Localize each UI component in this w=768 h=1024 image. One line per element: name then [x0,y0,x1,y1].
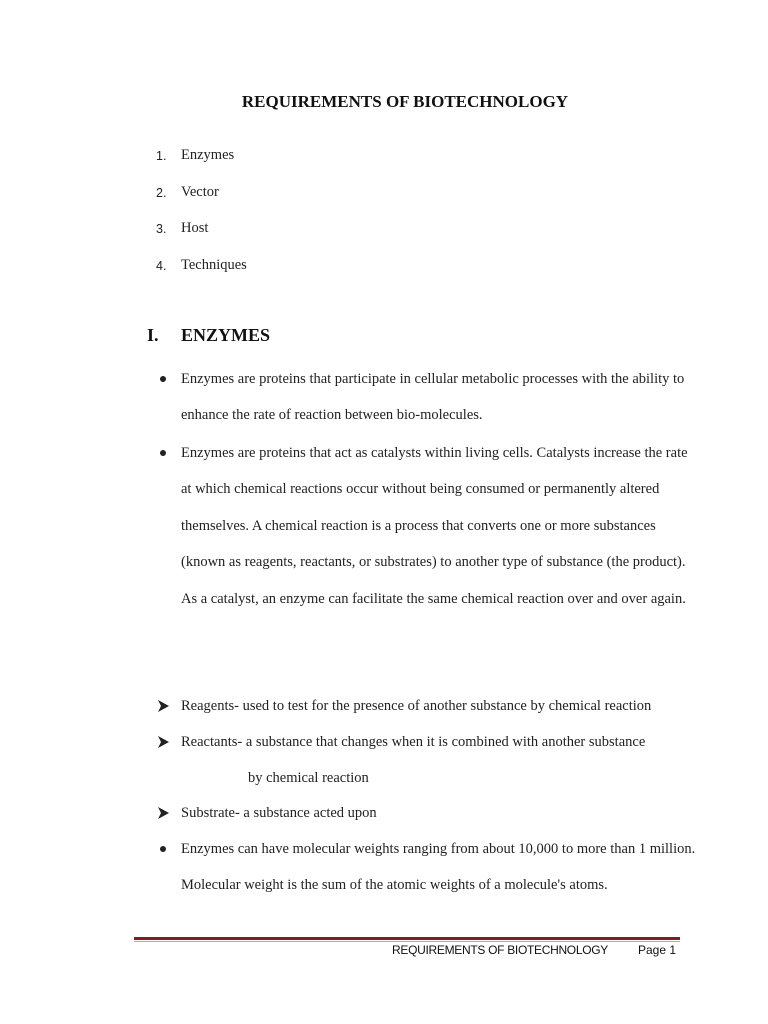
section-heading [147,325,270,346]
bullet-icon [160,846,166,852]
definition-item [158,696,651,716]
footer-title: REQUIREMENTS OF BIOTECHNOLOGY [392,943,608,957]
definition-text: Reactants- a substance that changes when it is combined with another substance [181,734,646,750]
list-item-text: Techniques [181,256,247,273]
list-number: 4. [156,258,167,273]
list-item [156,218,247,255]
definition-item [158,732,645,752]
arrow-bullet-icon [158,696,181,716]
page-number: Page 1 [638,943,677,957]
footer-rule-thin [134,941,680,942]
definition-continuation: by chemical reaction [248,770,369,786]
bullet-text: Enzymes are proteins that act as catalysts within living cells. Catalysts increase the rate at which chemical reactions occur without being consumed or permanently altered themselves. A chemical reaction is a process that converts one or more substances (known as reagents, reactants, or substrates) to another type of substance (the product). As a catalyst, an enzyme can facilitate the same chemical reaction over and over again. [181,445,688,607]
list-item-text: Enzymes [181,147,235,163]
bullet-icon [160,376,166,382]
list-item-text: Vector [181,183,219,200]
footer-rule [134,937,680,940]
list-item [156,145,247,182]
list-item [156,255,247,292]
bullet-text: Enzymes can have molecular weights ranging from about 10,000 to more than 1 million. Molecular weight is the sum of the atomic weights of a molecule's atoms. [181,841,696,894]
page-title: REQUIREMENTS OF BIOTECHNOLOGY [241,92,569,111]
definition-text: Reagents- used to test for the presence of another substance by chemical reaction [181,698,652,714]
section-number: I. [147,325,159,345]
numbered-list [156,145,247,291]
list-item-text: Host [181,220,209,236]
list-number: 2. [156,185,167,200]
bullet-icon [160,450,166,456]
section-title: ENZYMES [181,325,271,345]
definition-text: Substrate- a substance acted upon [181,805,377,821]
bullet-text: Enzymes are proteins that participate in cellular metabolic processes with the ability to enhance the rate of reaction between bio-molecules. [181,371,685,424]
arrow-bullet-icon [158,803,181,823]
definition-item [158,803,377,823]
list-number: 1. [156,149,167,163]
arrow-bullet-icon [158,732,181,752]
list-number: 3. [156,222,167,236]
bullet-item [160,361,700,434]
bullet-item [160,831,700,904]
list-item [156,182,247,219]
bullet-item [160,435,700,617]
